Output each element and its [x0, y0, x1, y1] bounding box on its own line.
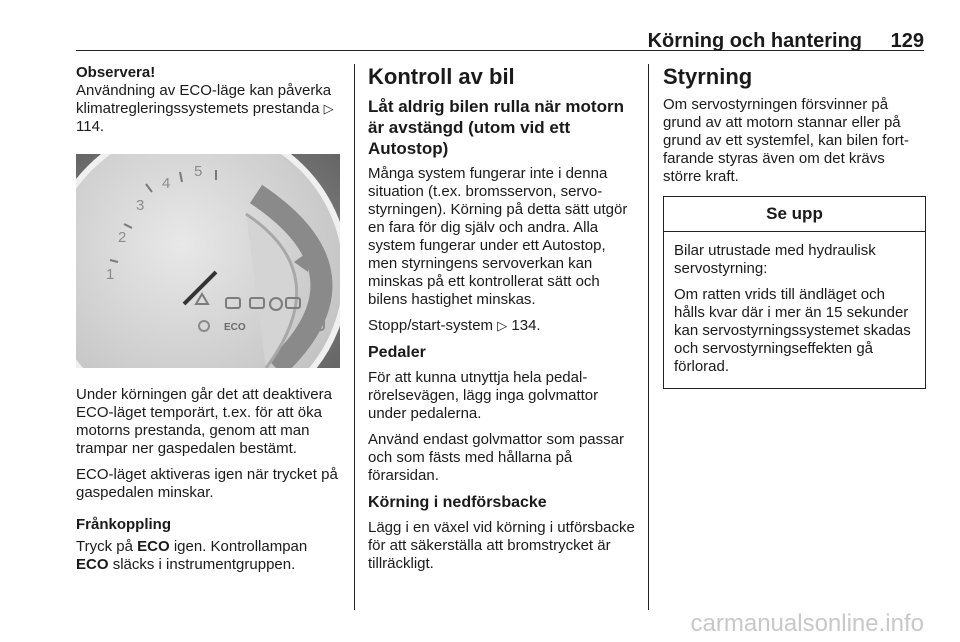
- instrument-cluster-figure: [76, 154, 340, 368]
- column-3: [663, 64, 926, 389]
- paragraph: Lägg i en växel vid körning i utförsbacke för att säkerställa att bromstrycket är tillräckligt.: [368, 519, 635, 572]
- svg-text:1: 1: [106, 266, 115, 283]
- paragraph: Bilar utrustade med hydraulisk servostyrning:: [674, 242, 876, 277]
- column-1: [76, 64, 340, 582]
- paragraph: Många system fungerar inte i denna situation (t.ex. bromsservon, servostyrningen). Körning på detta sätt utgör en fara för dig själv och andra. Alla system fungerar under ett Autostop, men styrningens servoverkan kan minskas på ett kontrollerat sätt och bilens hastighet minskas.: [368, 165, 628, 308]
- ref-page: 134.: [511, 317, 541, 334]
- paragraph: Om ratten vrids till ändläget och hålls kvar där i mer än 15 sekunder kan servostyrningssystemet skadas och servostyrningseffekten gå förlorad.: [674, 286, 911, 375]
- eco-indicator-label: ECO: [224, 322, 246, 333]
- page-reference-arrow-icon: ▷: [497, 318, 508, 333]
- text-span: släcks i instrumentgruppen.: [112, 556, 296, 573]
- note-text: [76, 82, 340, 136]
- paragraph: Använd endast golvmattor som passar och som fästs med hållarna på förarsidan.: [368, 431, 624, 484]
- ref-text: Stopp/start-system: [368, 317, 494, 334]
- text-span: igen. Kontrollampan: [173, 538, 308, 555]
- disengage-instruction: [76, 538, 340, 574]
- svg-text:4: 4: [162, 175, 171, 192]
- caution-title: Se upp: [664, 197, 925, 232]
- warning-heading: Låt aldrig bilen rulla när motorn är avstängd (utom vid ett Autostop): [368, 97, 624, 158]
- note-ref: 114.: [76, 118, 105, 135]
- eco-lamp-label: ECO: [76, 556, 109, 573]
- note-title: Observera!: [76, 64, 156, 81]
- caution-body: [664, 232, 925, 388]
- svg-text:2: 2: [118, 229, 127, 246]
- paragraph: Under körningen går det att deaktivera ECO-läget temporärt, t.ex. för att öka motorns prestanda, genom att man trampar ner gaspedalen bestämt.: [76, 386, 332, 457]
- svg-text:5: 5: [194, 163, 203, 180]
- svg-text:3: 3: [136, 197, 145, 214]
- note-body: Användning av ECO-läge kan påverka klimatregleringssystemets prestanda: [76, 82, 332, 117]
- paragraph: Om servostyrningen försvinner på grund av att motorn stannar eller på grund av ett systemfel, kan bilen fortfarande styras även om det krävs större kraft.: [663, 96, 909, 185]
- paragraph: För att kunna utnyttja hela pedalrörelsevägen, lägg inga golvmattor under pedalerna.: [368, 369, 599, 422]
- page-header-title: Körning och hantering: [647, 30, 862, 52]
- cross-reference: [368, 317, 638, 335]
- eco-button-label: ECO: [137, 538, 170, 555]
- page-reference-arrow-icon: ▷: [323, 101, 334, 116]
- sub-heading-disengage: Frånkoppling: [76, 516, 171, 533]
- section-heading-pedals: Pedaler: [368, 344, 426, 361]
- text-span: Tryck på: [76, 538, 133, 555]
- page-number: 129: [890, 30, 924, 52]
- paragraph: ECO-läget aktiveras igen när trycket på gaspedalen minskar.: [76, 466, 338, 501]
- caution-box: [663, 196, 926, 389]
- section-heading-vehicle-control: Kontroll av bil: [368, 64, 515, 89]
- header-rule: [76, 50, 924, 51]
- watermark: carmanualsonline.info: [690, 610, 924, 637]
- column-divider-1: [354, 64, 355, 610]
- section-heading-steering: Styrning: [663, 64, 753, 89]
- column-divider-2: [648, 64, 649, 610]
- column-2: [368, 64, 638, 581]
- section-heading-downhill: Körning i nedförsbacke: [368, 494, 547, 511]
